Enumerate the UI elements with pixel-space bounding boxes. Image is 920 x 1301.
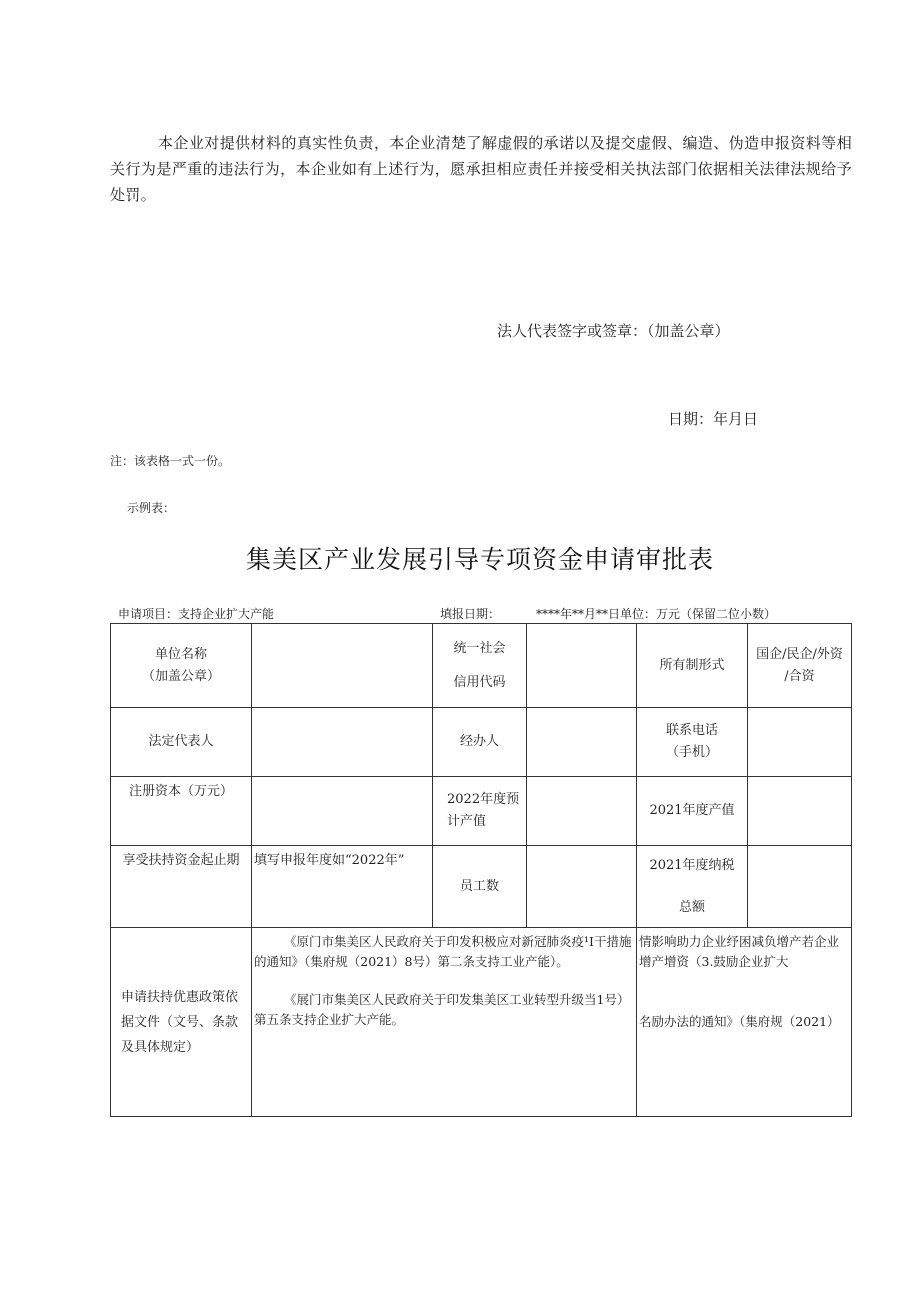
policy-label: 申请扶持优惠政策依据文件（文号、条款及具体规定） — [111, 928, 252, 1117]
policy-text-2: 《展门市集美区人民政府关于印发集美区工业转型升级当1号）第五条支持企业扩大产能。 — [254, 992, 630, 1027]
handler-value[interactable] — [527, 708, 637, 777]
ownership-value-line1: 国企/民企/外资 — [756, 646, 843, 662]
policy-text-cell[interactable] — [252, 928, 637, 1117]
ownership-value — [748, 624, 852, 708]
policy-right-2: 名励办法的通知》（集府规（2021） — [639, 1014, 840, 1029]
output-2022-label — [433, 777, 527, 846]
table-row — [111, 777, 852, 846]
fill-date-label: 填报日期： — [440, 607, 501, 621]
table-row — [111, 708, 852, 777]
output-2022-line1: 2022年度预 — [447, 792, 520, 807]
date-line: 日期：年月日 — [668, 410, 759, 428]
example-label: 示例表： — [127, 501, 176, 515]
employees-value[interactable] — [527, 846, 637, 928]
output-2021-value[interactable] — [748, 777, 852, 846]
credit-code-line1: 统一社会 — [453, 640, 506, 656]
unit-name-text: 单位名称 — [154, 646, 207, 662]
policy-text-1: 《原门市集美区人民政府关于印发积极应对新冠肺炎疫¹I干措施的通知》（集府规（2021）8号）第二条支持工业产能）。 — [254, 934, 632, 969]
signature-line: 法人代表签字或签章：（加盖公章） — [497, 322, 730, 340]
tax-2021-label — [637, 846, 748, 928]
policy-right-1: 情影响助力企业纾困减负增产若企业增产增资（3.鼓励企业扩大 — [639, 934, 840, 969]
project-label: 申请项目：支持企业扩大产能 — [118, 607, 275, 621]
reg-capital-value[interactable] — [252, 777, 433, 846]
ownership-label: 所有制形式 — [637, 624, 748, 708]
application-form-table — [110, 623, 852, 1117]
support-period-value[interactable]: 填写申报年度如“2022年” — [252, 846, 433, 928]
employees-label: 员工数 — [433, 846, 527, 928]
legal-rep-label: 法定代表人 — [111, 708, 252, 777]
unit-name-value[interactable] — [252, 624, 433, 708]
phone-line2: （手机） — [665, 745, 718, 760]
handler-label: 经办人 — [433, 708, 527, 777]
table-row — [111, 928, 852, 1117]
credit-code-line2: 信用代码 — [453, 674, 506, 690]
unit-name-sub: （加盖公章） — [141, 668, 220, 684]
legal-rep-value[interactable] — [252, 708, 433, 777]
output-2022-line2: 计产值 — [447, 814, 487, 829]
support-period-label: 享受扶持资金起止期 — [111, 846, 252, 928]
phone-line1: 联系电话 — [665, 723, 718, 738]
form-title: 集美区产业发展引导专项资金申请审批表 — [245, 545, 714, 574]
credit-code-label — [433, 624, 527, 708]
commitment-paragraph: 本企业对提供材料的真实性负责，本企业清楚了解虚假的承诺以及提交虚假、编造、伪造申报资料等相关行为是严重的违法行为，本企业如有上述行为，愿承担相应责任并接受相关执法部门依据相关法律法规给予处罚。 — [110, 134, 852, 204]
table-row — [111, 846, 852, 928]
phone-label — [637, 708, 748, 777]
credit-code-value[interactable] — [527, 624, 637, 708]
reg-capital-label: 注册资本（万元） — [111, 777, 252, 846]
tax-2021-line1: 2021年度纳税 — [649, 857, 735, 873]
tax-2021-line2: 总额 — [678, 899, 705, 915]
policy-right-cell[interactable] — [637, 928, 852, 1117]
tax-2021-value[interactable] — [748, 846, 852, 928]
phone-value[interactable] — [748, 708, 852, 777]
output-2021-label: 2021年度产值 — [637, 777, 748, 846]
note: 注：该表格一式一份。 — [110, 454, 231, 468]
unit-name-label — [111, 624, 252, 708]
output-2022-value[interactable] — [527, 777, 637, 846]
ownership-value-line2: /合资 — [784, 668, 815, 684]
fill-date-value: ****年**月**日单位：万元（保留二位小数） — [536, 607, 777, 621]
table-row — [111, 624, 852, 708]
